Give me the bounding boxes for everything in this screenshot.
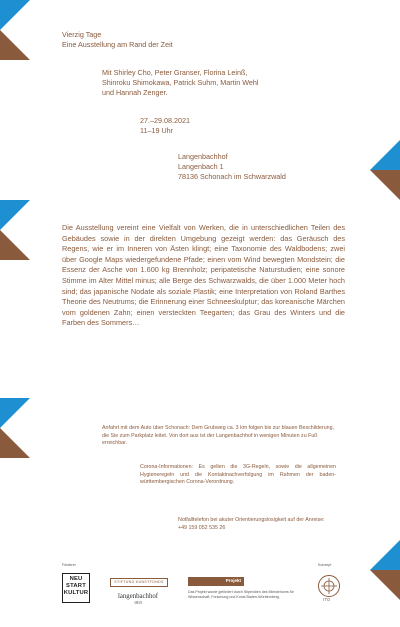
corona-info: Corona-Informationen: Es gelten die 3G-Regeln, sowie die allgemeinen Hygieneregeln und die Kontaktnachverfolgung im Rahmen der baden-württembergischen Corona-Verordnung.: [140, 464, 336, 486]
concept-label: Konzept: [318, 563, 332, 567]
event-hours: 11–19 Uhr: [140, 126, 174, 135]
triangle-blue-left-1: [0, 0, 30, 30]
directions-info: Anfahrt mit dem Auto über Schonach: Dem Grubweg ca. 3 km folgen bis zur blauen Beschilderung, die Sie zum Parkplatz leitet. Von dort aus ist der Langenbachhof in wenigen Minuten zu Fuß erreichbar.: [102, 425, 335, 447]
neustart-line-1: NEU: [69, 576, 83, 582]
emergency-phone-info: Notfalltelefon bei akuter Orientierungslosigkeit auf der Anreise: +49 159 052 535 26: [178, 517, 325, 531]
neustart-line-2: START: [66, 583, 86, 590]
exhibition-description: Die Ausstellung vereint eine Vielfalt von Werken, die in unterschiedlichen Teilen des Gebäudes sowie in der direkten Umgebung gezeigt werden: das Geräusch des Regens, wie er im Inneren von Ästen klingt; eine Taxonomie des Waldbodens; zwei über Google Maps wiedergefundene Pfade; einen vom Wind bewegten Mondstein; die Essenz der Asche von 1.600 kg Brennholz; peripatetische Naturstudien; eine sonore Stimme im Alter Mittel minus; alle Berge des Schwarzwalds, die über 1.000 Meter hoch sind; das japanische Nodate als soziale Plastik; eine Interpretation von Roland Barthes Theorie des Neutrums; die Erinnerung einer Schneeskulptur; das koreanische Märchen vom goldenen Zahn; einen versteckten Teegarten; das Grau des Winters und die Farben des Sommers…: [62, 223, 345, 328]
triangle-blue-left-2: [0, 200, 30, 230]
neustart-line-3: KULTUR: [63, 590, 89, 597]
triangle-brown-left-2: [0, 230, 30, 260]
triangle-brown-left-1: [0, 30, 30, 60]
event-dates: [140, 116, 190, 136]
langenbachhof-logo-text: langenbachhof: [118, 593, 159, 600]
title-line-2: Eine Ausstellung am Rand der Zeit: [62, 40, 173, 49]
artists-list: [102, 68, 352, 98]
triangle-blue-right-1: [370, 140, 400, 170]
triangle-blue-left-3: [0, 398, 30, 428]
stiftung-kunstfonds-logo: STIFTUNG KUNSTFONDS: [110, 578, 168, 587]
artists-line-1: Mit Shirley Cho, Peter Granser, Florina Leinß,: [102, 68, 248, 77]
venue-address: [178, 152, 286, 182]
artists-line-3: und Hannah Zenger.: [102, 88, 168, 97]
venue-city: 78136 Schonach im Schwarzwald: [178, 172, 286, 181]
event-date: 27.–29.08.2021: [140, 116, 190, 125]
artists-line-2: Shinroku Shimokawa, Patrick Suhm, Martin Wehl: [102, 78, 259, 87]
ito-concept-logo: [318, 575, 340, 597]
sponsors-label: Förderer: [62, 563, 76, 567]
triangle-brown-right-2: [370, 570, 400, 600]
triangle-brown-left-3: [0, 428, 30, 458]
venue-name: Langenbachhof: [178, 152, 228, 161]
ministry-logo-text: Projekt: [225, 578, 241, 583]
langenbachhof-logo: [118, 593, 158, 605]
ito-label: ITO: [323, 597, 331, 602]
exhibition-title: [62, 30, 173, 50]
triangle-brown-right-1: [370, 170, 400, 200]
ministry-logo: [188, 577, 244, 586]
triangle-blue-right-2: [370, 540, 400, 570]
ito-symbol-icon: [319, 576, 339, 596]
funding-note: Das Projekt wurde gefördert durch Stipendien des Ministeriums für Wissenschaft, Forschung und Kunst Baden-Württemberg.: [188, 590, 294, 599]
title-line-1: Vierzig Tage: [62, 30, 102, 39]
langenbachhof-logo-year: 1815: [134, 600, 142, 605]
neustart-kultur-logo: [62, 573, 90, 603]
venue-street: Langenbach 1: [178, 162, 224, 171]
